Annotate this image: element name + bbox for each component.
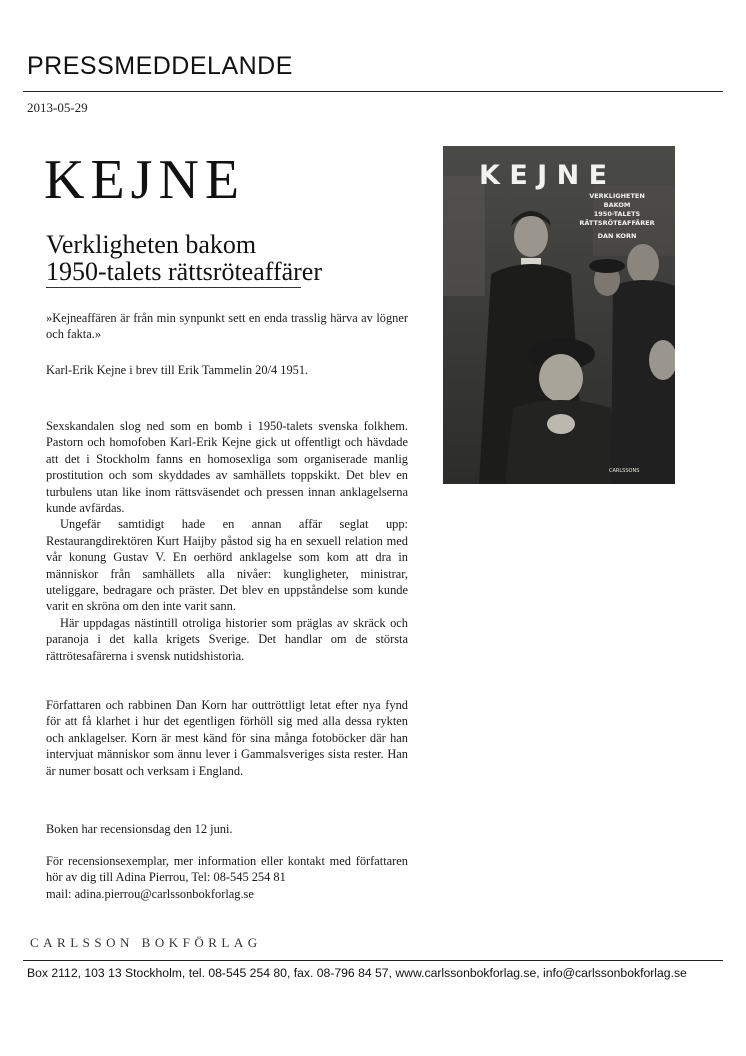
woman-face: [539, 354, 583, 402]
author-section: [46, 697, 408, 779]
body-paragraph-2: Ungefär samtidigt hade en annan affär seglat upp: Restaurangdirektören Kurt Haijby påstod sig ha en sexuell relation med vår konung Gustav V. En oerhörd anklagelse som kom att dra in människor från samhällets alla nivåer: kungligheter, ministrar, uteliggare, bedragare och präster. Det blev en uppståndelse som kunde varit en skröna om den inte varit sann.: [46, 517, 408, 614]
cover-subtitle-line-2: BAKOM: [603, 201, 631, 209]
cover-publisher-mark: CARLSSONS: [609, 468, 640, 474]
body-paragraph-1: Sexskandalen slog ned som en bomb i 1950-talets svenska folkhem. Pastorn och homofoben Karl-Erik Kejne gick ut offentligt och hävdade att det i Stockholm fanns en homosexliga som organiserade manlig prostitution och som skyddades av samhällets toppskikt. Det blev en turbulens utan like inom rättsväsendet och pressen innan anklagelserna kunde avfärdas.: [46, 419, 408, 516]
contact-section: [46, 853, 408, 902]
contact-text: För recensionsexemplar, mer information eller kontakt med författaren hör av dig till Adina Pierrou, Tel: 08-545 254 81: [46, 854, 408, 885]
release-date: 2013-05-29: [27, 100, 88, 115]
woman-collar: [547, 414, 575, 434]
book-title: KEJNE: [44, 149, 246, 211]
author-paragraph: Författaren och rabbinen Dan Korn har outtröttligt letat efter nya fynd för att få klarhet i hur det egentligen förhöll sig med alla dessa rykten och anklagelser. Korn är mest känd för sina många fotoböcker där han intervjuat människor som ännu lever i Gammalsveriges sista rester. Han är numer bosatt och verksam i England.: [46, 698, 408, 778]
contact-mail: mail: adina.pierrou@carlssonbokforlag.se: [46, 886, 254, 901]
document-type-heading: PRESSMEDDELANDE: [27, 52, 293, 80]
cover-author: DAN KORN: [597, 232, 637, 240]
cover-subtitle-line-1: VERKLIGHETEN: [589, 192, 645, 200]
quote-attribution: [46, 362, 408, 378]
cover-title: K E J N E: [479, 160, 608, 191]
footer-divider: [23, 960, 723, 961]
quote-text: »Kejneaffären är från min synpunkt sett en enda trasslig härva av lögner och fakta.»: [46, 311, 408, 342]
footer-contact-line: Box 2112, 103 13 Stockholm, tel. 08-545 254 80, fax. 08-796 84 57, www.carlssonbokforlag.se, info@carlssonbokforlag.se: [27, 966, 687, 980]
header-divider: [23, 91, 723, 92]
background-doorway: [443, 176, 485, 296]
subtitle-line-1: Verkligheten bakom: [46, 230, 257, 259]
cover-photo: [443, 146, 675, 484]
background-woman-hat: [589, 259, 625, 273]
book-cover-image: [443, 146, 675, 484]
subtitle-line-2: 1950-talets rättsröteaffärer: [46, 257, 322, 286]
attribution-text: Karl-Erik Kejne i brev till Erik Tammelin 20/4 1951.: [46, 363, 309, 377]
publisher-name: CARLSSON BOKFÖRLAG: [30, 935, 262, 950]
right-man-coat: [611, 280, 675, 484]
main-body: [46, 418, 408, 664]
book-subtitle: [46, 231, 426, 285]
review-date-section: [46, 821, 408, 837]
body-paragraph-3: Här uppdagas nästintill otroliga historier som präglas av skräck och paranoja i det kalla krigets Sverige. Det handlar om de största rättrötesafärerna i svensk nutidshistoria.: [46, 615, 408, 663]
intro-quote: [46, 310, 408, 343]
right-man-face: [627, 244, 659, 284]
review-date-text: Boken har recensionsdag den 12 juni.: [46, 822, 233, 836]
man-face: [514, 215, 548, 257]
cover-subtitle-line-4: RÄTTSRÖTEAFFÄRER: [579, 219, 655, 227]
woman-coat: [505, 400, 621, 484]
cover-subtitle-line-3: 1950-TALETS: [593, 210, 641, 218]
subtitle-underline: [46, 287, 301, 288]
